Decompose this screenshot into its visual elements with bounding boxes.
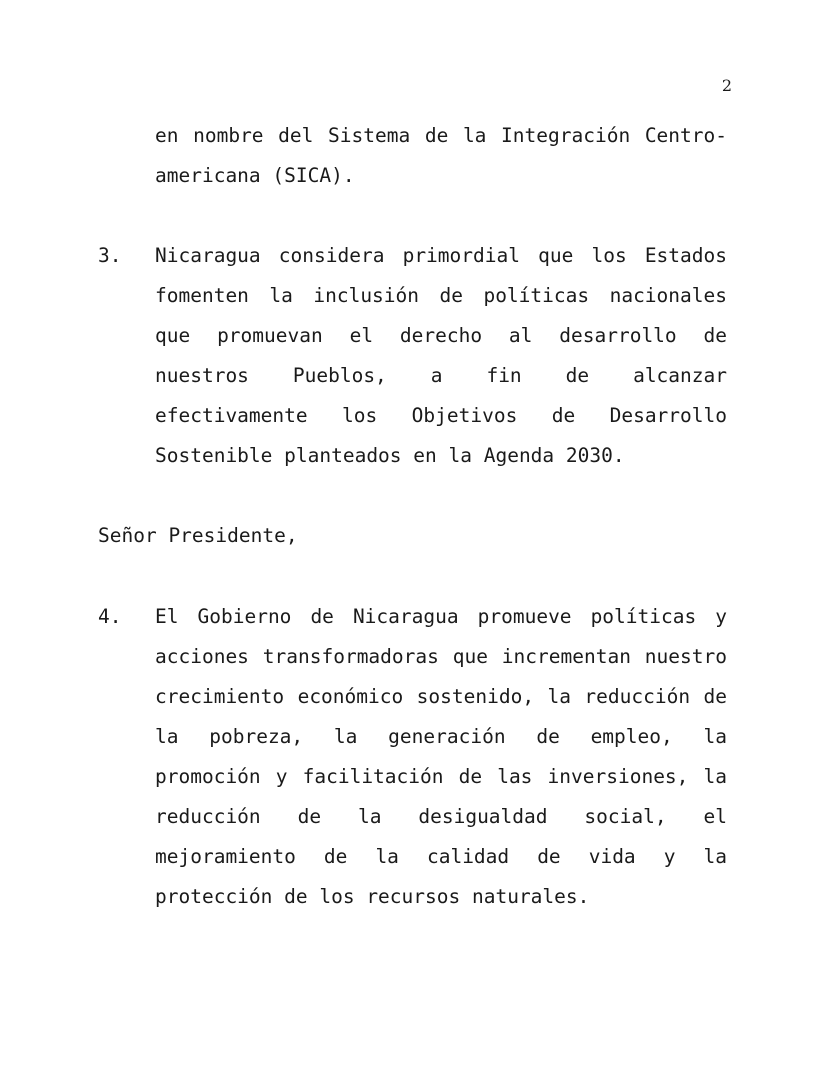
page-number: 2 <box>721 76 732 95</box>
continuation-paragraph: en nombre del Sistema de la Integración Centro-americana (SICA). <box>155 124 727 187</box>
salutation: Señor Presidente, <box>98 524 298 547</box>
paragraph-3-text: Nicaragua considera primordial que los Estados fomenten la inclusión de políticas nacionales que promuevan el derecho al desarrollo de nuestros Pueblos, a fin de alcanzar efectivamente los Objetivos de Desarrollo Sostenible planteados en la Agenda 2030. <box>155 244 727 467</box>
paragraph-number-3: 3. <box>98 244 122 267</box>
paragraph-number-4: 4. <box>98 605 122 628</box>
paragraph-4-text: El Gobierno de Nicaragua promueve políticas y acciones transformadoras que incrementan nuestro crecimiento económico sostenido, la reducción de la pobreza, la generación de empleo, la promoción y facilitación de las inversiones, la reducción de la desigualdad social, el mejoramiento de la calidad de vida y la protección de los recursos naturales. <box>155 605 727 908</box>
